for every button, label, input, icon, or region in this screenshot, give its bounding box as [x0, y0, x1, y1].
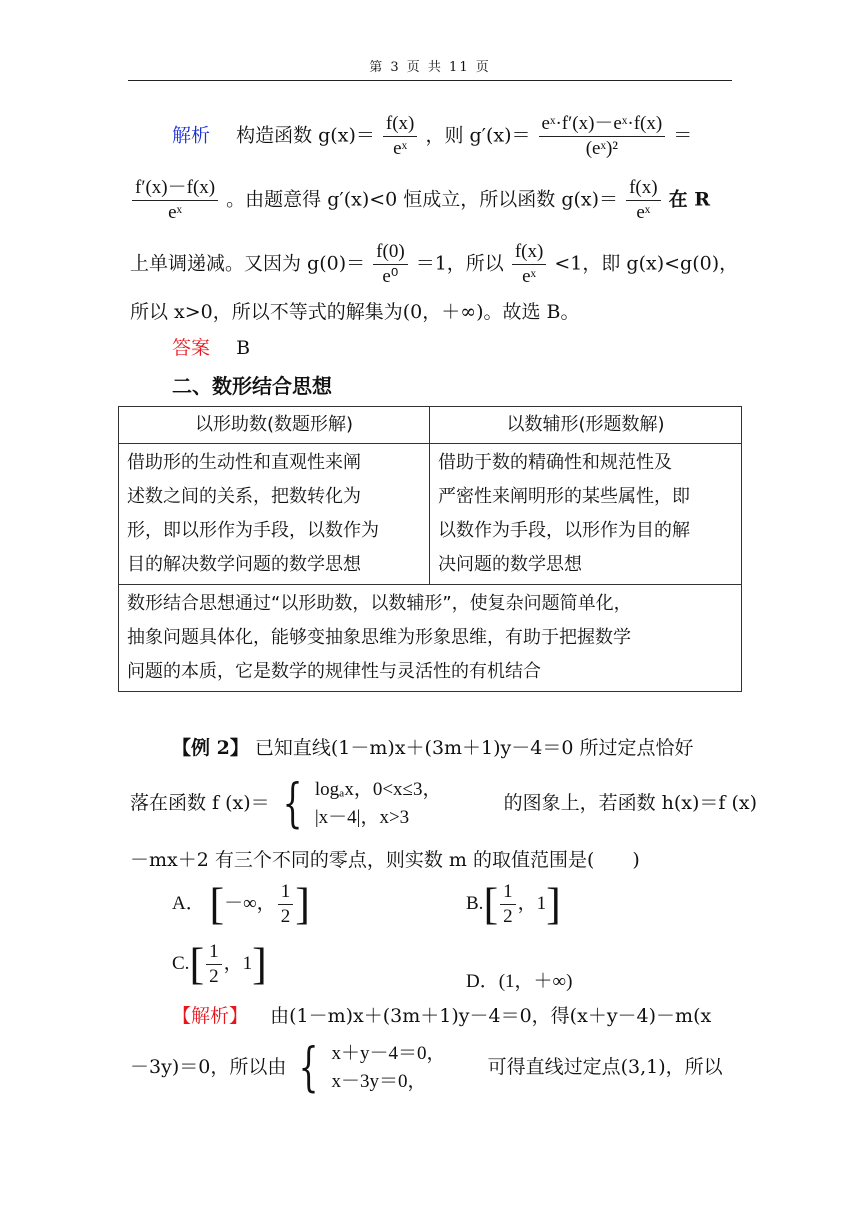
option-a: A． [－∞， $\frac{1}{2}$ ] — [172, 879, 310, 929]
example2-line3: －mx＋2 有三个不同的零点，则实数 m 的取值范围是( ) — [130, 849, 640, 871]
solution2-label: 【解析】 — [172, 1005, 249, 1027]
option-c: C.[ $\frac{1}{2}$ ，1] — [172, 939, 267, 989]
solution1-line1: 解析 构造函数 g(x)＝ $\frac{f(x)}{\text{eˣ}}$ ，则 g′(x)＝ $\frac{\text{eˣ·f′(x)－eˣ·f(x)}}{\text{(eˣ)²}}$ ＝ — [172, 113, 693, 159]
fraction: $\frac{f'(x)-f(x)}{\text{eˣ}}$ — [132, 176, 218, 225]
table-cell-left: 借助形的生动性和直观性来阐 述数之间的关系，把数转化为 形，即以形作为手段，以数作为 目的解决数学问题的数学思想 — [119, 444, 430, 585]
example2-line1: 【例 2】 已知直线(1－m)x＋(3m＋1)y－4＝0 所过定点恰好 — [172, 737, 694, 759]
page-header: 第 3 页 共 11 页 — [369, 60, 491, 75]
solution-label: 解析 — [172, 124, 211, 147]
solution1-line3: 上单调递减。又因为 g(0)＝ $\frac{f(0)}{\text{e⁰}}$ ＝1，所以 $\frac{f(x)}{\text{eˣ}}$ <1，即 g(x)<g(0)， — [130, 241, 739, 287]
piecewise-cases: logₐx，0<x≤3， |x－4|，x>3 — [314, 779, 442, 828]
table-summary: 数形结合思想通过“以形助数，以数辅形”，使复杂问题简单化， 抽象问题具体化，能够变抽象思维为形象思维，有助于把握数学 问题的本质，它是数学的规律性与灵活性的有机结合 — [119, 585, 742, 692]
header-rule — [128, 80, 732, 81]
solution1-line2: $\frac{f'(x)-f(x)}{\text{eˣ}}$ 。由题意得 g′(x)<0 恒成立，所以函数 g(x)＝ $\frac{f(x)}{\text{eˣ}}$ 在 R — [130, 176, 730, 225]
system-cases: x＋y－4＝0， x－3y＝0， — [331, 1043, 446, 1092]
option-d: D．(1，＋∞) — [466, 971, 573, 992]
fraction: $\frac{f(x)}{\text{eˣ}}$ — [383, 112, 417, 161]
option-b: B.[ $\frac{1}{2}$ ，1] — [466, 879, 561, 929]
answer-value: B — [236, 337, 251, 359]
example2-line2: 落在函数 f (x)＝ { logₐx，0<x≤3， |x－4|，x>3 的图象上，若函数 h(x)＝f (x) — [130, 774, 757, 834]
fraction: $\frac{f(x)}{\text{eˣ}}$ — [626, 176, 660, 225]
table-cell-right: 借助于数的精确性和规范性及 严密性来阐明形的某些属性，即 以数作为手段，以形作为目的解 决问题的数学思想 — [430, 444, 742, 585]
solution2-line2: －3y)＝0，所以由 { x＋y－4＝0， x－3y＝0， 可得直线过定点(3,1)，所以 — [130, 1038, 723, 1098]
solution2-line1: 【解析】 由(1－m)x＋(3m＋1)y－4＝0，得(x＋y－4)－m(x — [172, 1005, 712, 1027]
left-brace: { — [298, 1038, 319, 1098]
fraction: $\frac{f(x)}{\text{eˣ}}$ — [512, 240, 546, 289]
left-brace: { — [282, 774, 303, 834]
fraction: $\frac{f(0)}{\text{e⁰}}$ — [373, 240, 407, 289]
example-label: 【例 2】 — [172, 737, 249, 759]
fraction: $\frac{\text{eˣ·f′(x)－eˣ·f(x)}}{\text{(eˣ)²}}$ — [539, 112, 666, 161]
answer-label: 答案 — [172, 337, 211, 359]
answer1 — [172, 334, 730, 362]
comparison-table — [118, 406, 742, 692]
section-title: 二、数形结合思想 — [172, 374, 332, 398]
table-header-left: 以形助数(数题形解) — [119, 407, 430, 444]
table-header-right: 以数辅形(形题数解) — [430, 407, 742, 444]
solution1-line4: 所以 x>0，所以不等式的解集为(0，＋∞)。故选 B。 — [130, 301, 580, 323]
